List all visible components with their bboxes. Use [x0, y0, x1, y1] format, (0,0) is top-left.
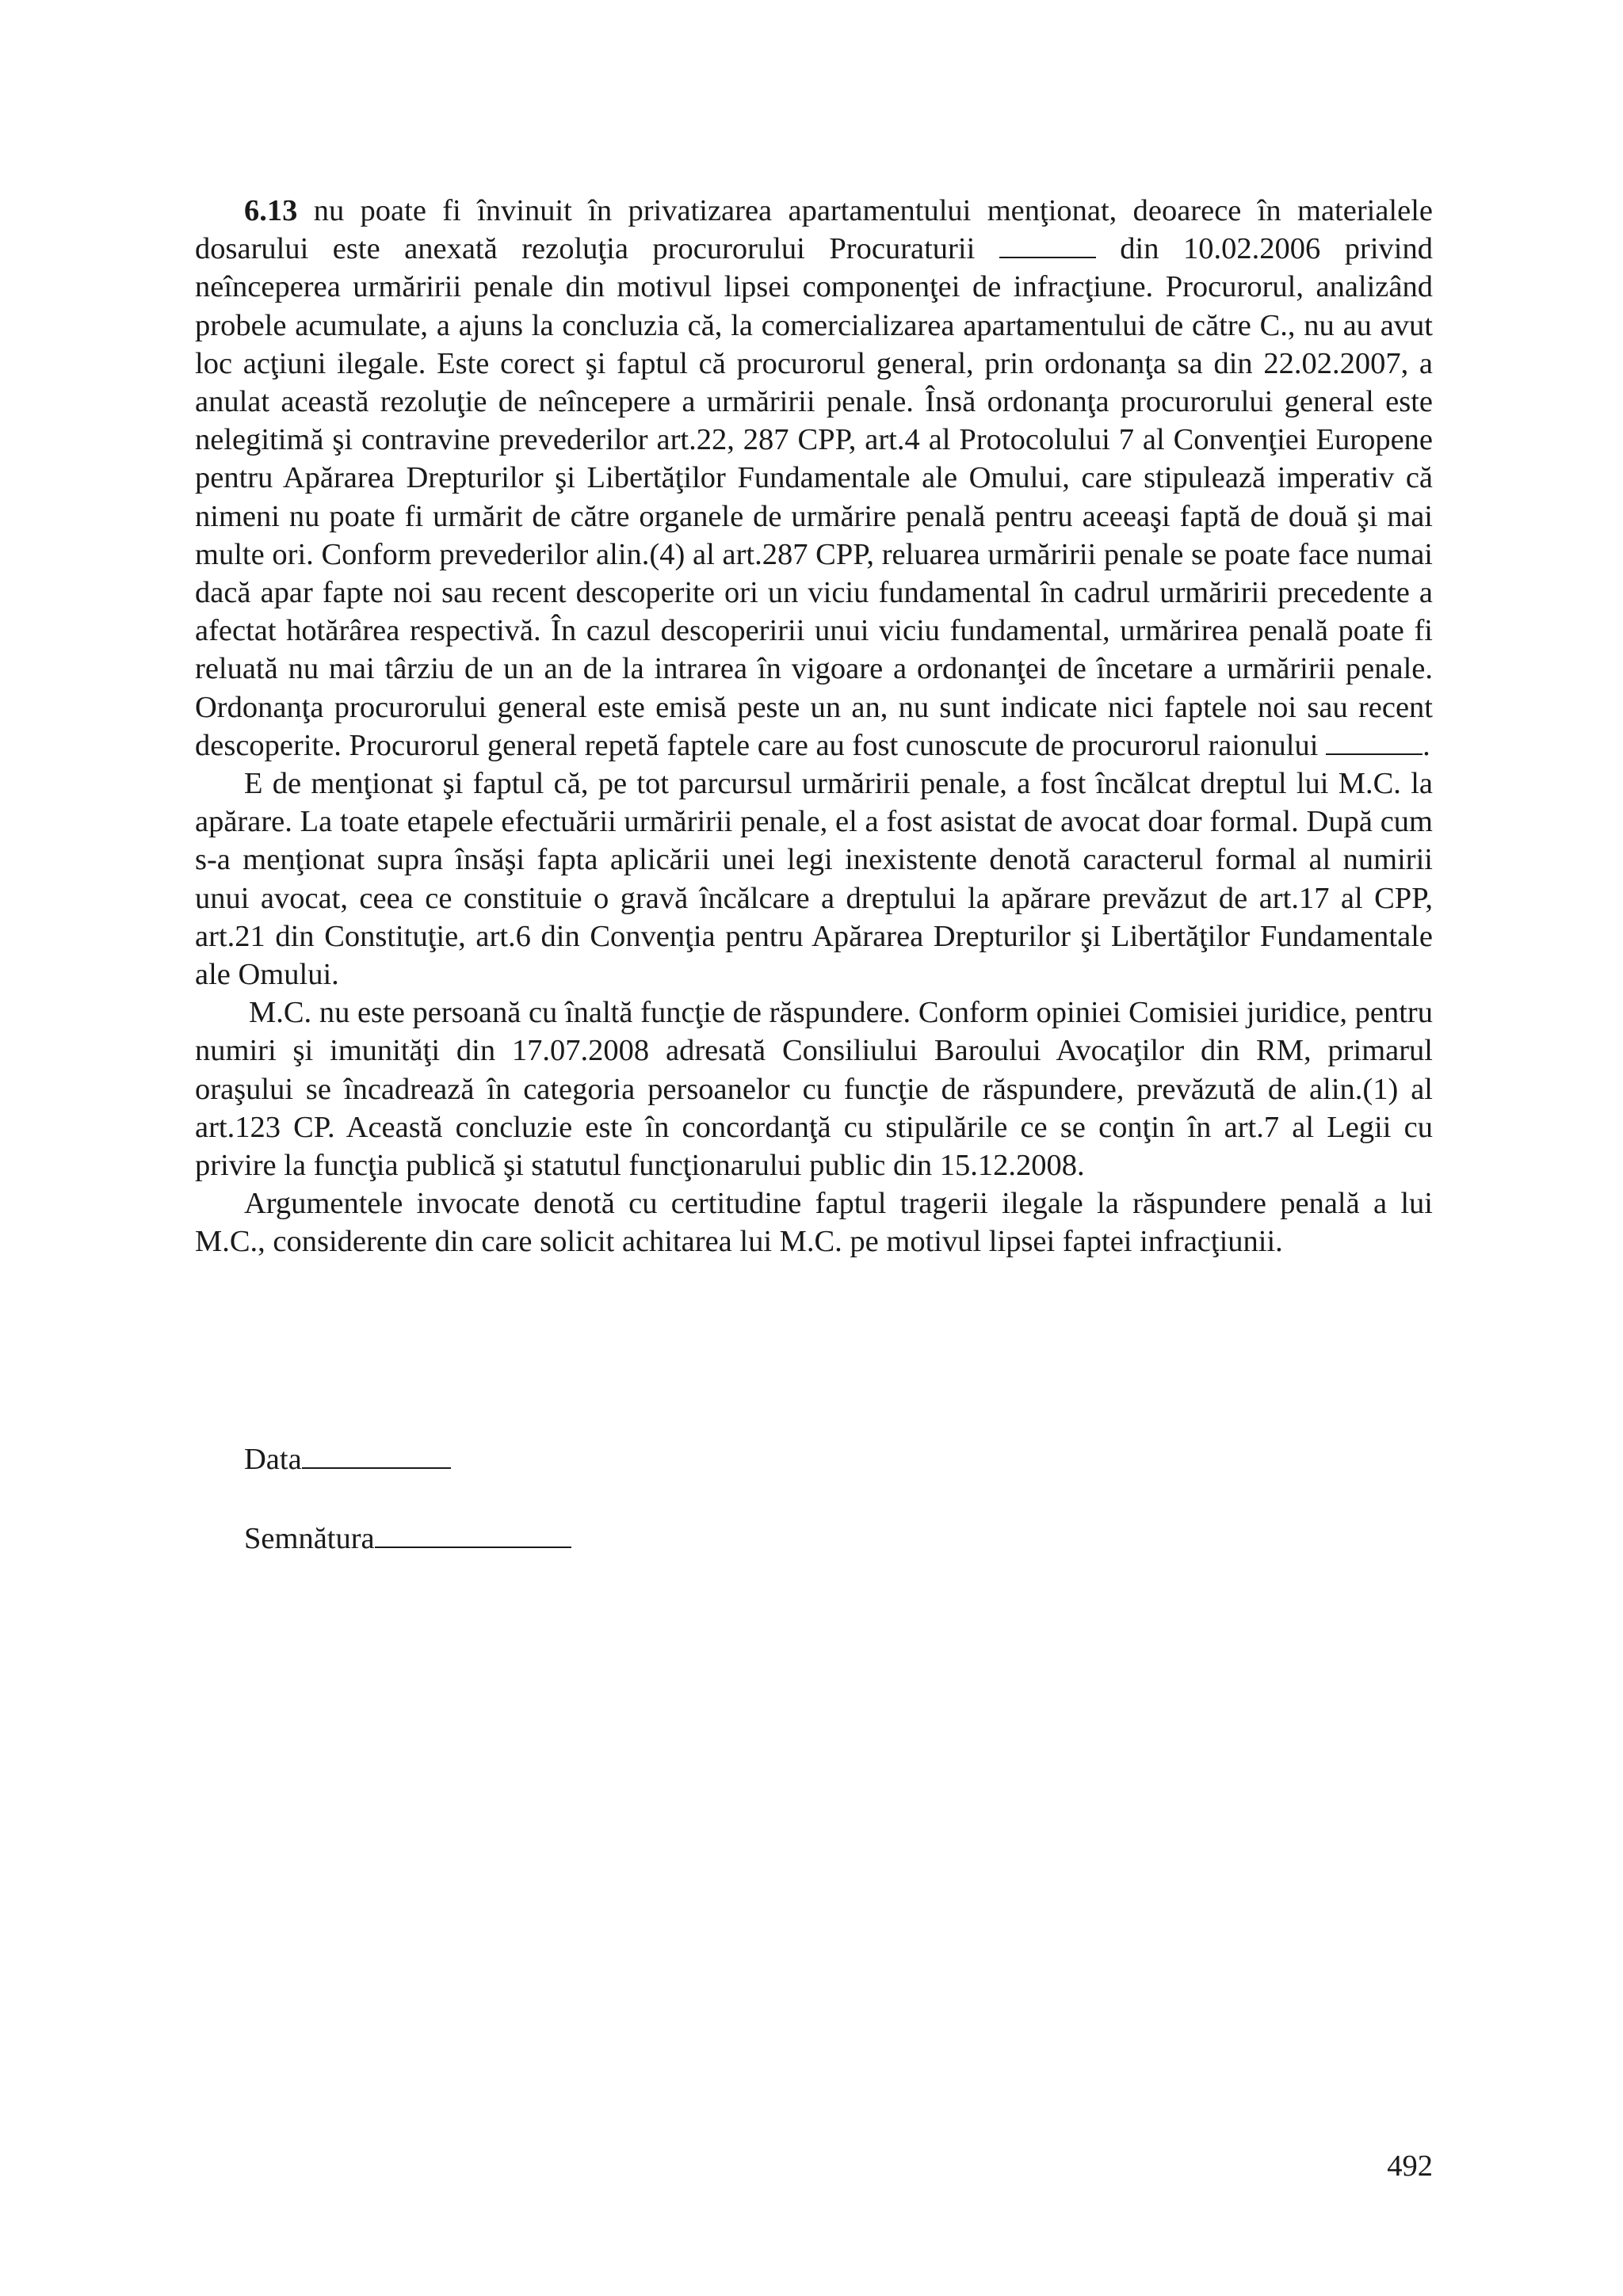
date-field — [244, 1440, 451, 1478]
paragraph-1-text-b: din 10.02.2006 privind neînceperea urmăririi penale din motivul lipsei componenţei de infracţiune. Procurorul, analizând probele acumulate, a ajuns la concluzia că, la comercializarea apartamentului de către C., nu au avut loc acţiuni ilegale. Este corect şi faptul că procurorul general, prin ordonanţa sa din 22.02.2007, a anulat această rezoluţie de neîncepere a urmăririi penale. Însă ordonanţa procurorului general este nelegitimă şi contravine prevederilor art.22, 287 CPP, art.4 al Protocolului 7 al Convenţiei Europene pentru Apărarea Drepturilor şi Libertăţilor Fundamentale ale Omului, care stipulează imperativ că nimeni nu poate fi urmărit de către organele de urmărire penală pentru aceeaşi faptă de două şi mai multe ori. Conform prevederilor alin.(4) al art.287 CPP, reluarea urmăririi penale se poate face numai dacă apar fapte noi sau recent descoperite ori un viciu fundamental în cadrul urmăririi precedente a afectat hotărârea respectivă. În cazul descoperirii unui viciu fundamental, urmărirea penală poate fi reluată nu mai târziu de un an de la intrarea în vigoare a ordonanţei de încetare a urmăririi penale. Ordonanţa procurorului general este emisă peste un an, nu sunt indicate nici faptele noi sau recent descoperite. Procurorul general repetă faptele care au fost cunoscute de procurorul raionului — [195, 232, 1433, 762]
blank-line-procuratura — [999, 230, 1096, 258]
date-label: Data — [244, 1443, 302, 1476]
paragraph-2: E de menţionat şi faptul că, pe tot parcursul urmăririi penale, a fost încălcat dreptul lui M.C. la apărare. La toate etapele efectuării urmăririi penale, el a fost asistat de avocat doar formal. După cum s-a menţionat supra însăşi fapta aplicării unei legi inexistente denotă caracterul formal al numirii unui avocat, ceea ce constituie o gravă încălcare a dreptului la apărare prevăzut de art.17 al CPP, art.21 din Constituţie, art.6 din Convenţia pentru Apărarea Drepturilor şi Libertăţilor Fundamentale ale Omului. — [195, 767, 1433, 992]
paragraph-1 — [195, 192, 1433, 765]
page-number: 492 — [1387, 2149, 1433, 2183]
document-body — [195, 192, 1433, 1261]
paragraph-number: 6.13 — [244, 194, 298, 227]
paragraph-1-text-a: nu poate fi învinuit în privatizarea apartamentului menţionat, deoarece în materialele dosarului este anexată rezoluţia procurorului Procuraturii — [195, 194, 1433, 266]
paragraph-1-text-c: . — [1423, 728, 1430, 762]
blank-line-raion — [1326, 727, 1423, 755]
signature-label: Semnătura — [244, 1522, 375, 1555]
paragraph-3: M.C. nu este persoană cu înaltă funcţie de răspundere. Conform opiniei Comisiei juridice, pentru numiri şi imunităţi din 17.07.2008 adresată Consiliului Baroului Avocaţilor din RM, primarul oraşului se încadrează în categoria persoanelor cu funcţie de răspundere, prevăzută de alin.(1) al art.123 CP. Această concluzie este în concordanţă cu stipulările ce se conţin în art.7 al Legii cu privire la funcţia publică şi statutul funcţionarului public din 15.12.2008. — [195, 996, 1433, 1183]
signature-blank-line — [375, 1520, 571, 1548]
date-blank-line — [302, 1440, 451, 1469]
paragraph-4: Argumentele invocate denotă cu certitudine faptul tragerii ilegale la răspundere penală a lui M.C., considerente din care solicit achitarea lui M.C. pe motivul lipsei faptei infracţiunii. — [195, 1187, 1433, 1259]
signature-field — [244, 1520, 571, 1558]
